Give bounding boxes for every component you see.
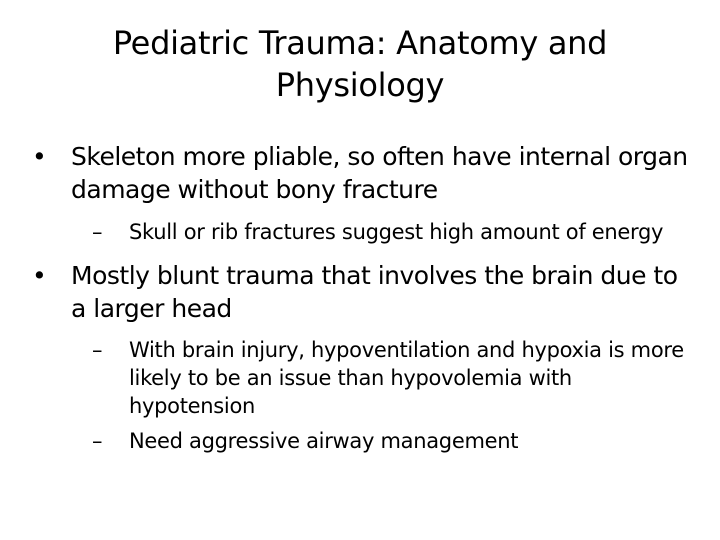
bullet-point-2-text: Mostly blunt trauma that involves the brain due to a larger head xyxy=(71,261,678,323)
dash-icon: – xyxy=(92,220,103,244)
slide-title xyxy=(60,22,660,106)
bullet-icon: • xyxy=(32,261,47,290)
bullet-icon: • xyxy=(32,142,47,171)
bullet-point-2 xyxy=(32,259,692,325)
sub-point-1-1-text: Skull or rib fractures suggest high amount of energy xyxy=(129,220,664,244)
slide-title-line-1: Pediatric Trauma: Anatomy and xyxy=(112,24,608,62)
slide-title-line-2: Physiology xyxy=(275,66,445,104)
sub-point-2-2-text: Need aggressive airway management xyxy=(129,429,519,453)
sub-point-1-1 xyxy=(32,218,692,246)
sub-point-2-2 xyxy=(32,427,692,455)
dash-icon: – xyxy=(92,338,103,362)
sub-point-2-1 xyxy=(32,336,692,420)
sub-point-2-1-text: With brain injury, hypoventilation and hypoxia is more likely to be an issue than hypovolemia with hypotension xyxy=(129,338,684,418)
bullet-point-1-text: Skeleton more pliable, so often have internal organ damage without bony fracture xyxy=(71,142,688,204)
bullet-point-1 xyxy=(32,140,692,206)
slide-body xyxy=(32,130,692,455)
dash-icon: – xyxy=(92,429,103,453)
